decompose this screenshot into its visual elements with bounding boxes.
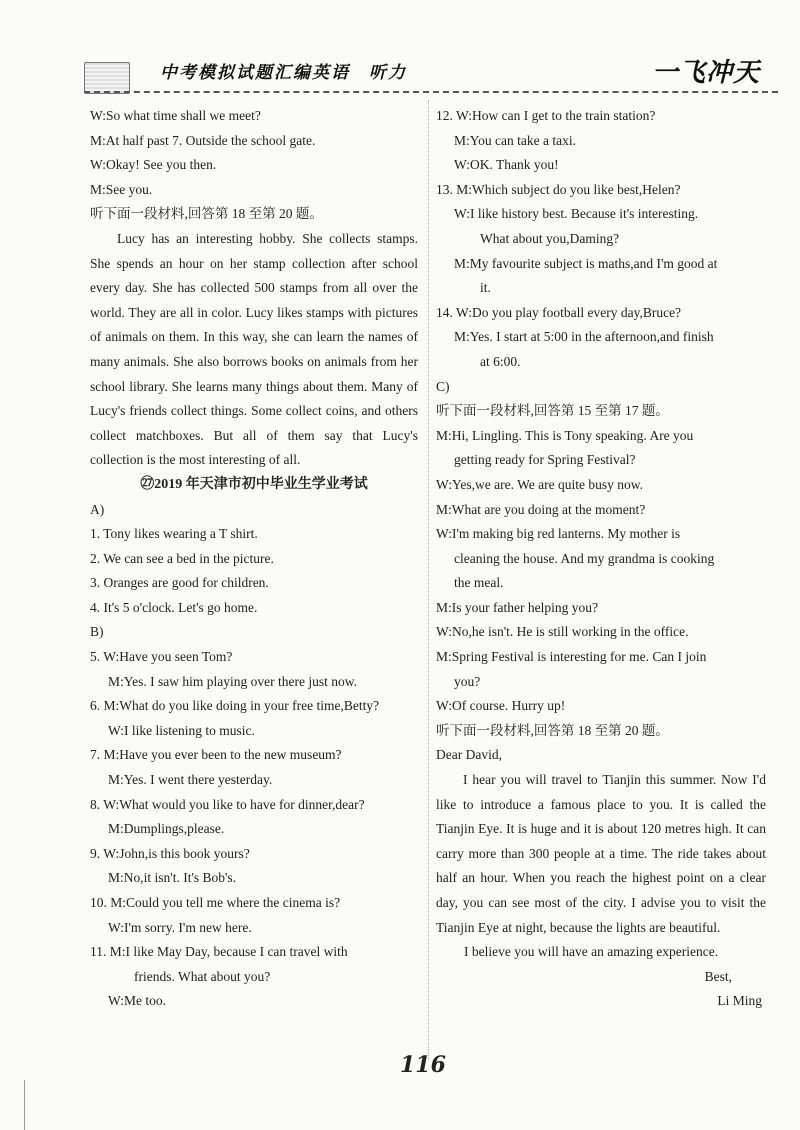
b-line: 11. M:I like May Day, because I can travel with [90,944,348,960]
page-number: 116 [400,1052,446,1078]
dialogue-line: M:Spring Festival is interesting for me. Can I join [436,649,707,665]
b-line: 7. M:Have you ever been to the new museum? [90,747,342,763]
dialogue-line: at 6:00. [480,353,521,369]
lucy-passage: Lucy has an interesting hobby. She collects stamps. She spends an hour on her stamp collection after school every day. She has collected 500 stamps from all over the world. They are all in color. Lucy likes stamps with pictures of animals on them. In this way, she can learn the names of many animals. She also borrows books on animals from her school library. She learns many things about them. Many of Lucy's friends collect things. Some collect coins, and others collect matchboxes. But all of them say that Lucy's collection is the most interesting of all. [90,230,418,468]
section-label: B) [90,624,104,640]
instruction-line: 听下面一段材料,回答第 15 至第 17 题。 [436,403,669,419]
b-line: W:Me too. [108,993,166,1009]
b-line: M:No,it isn't. It's Bob's. [108,870,237,886]
dialogue-line: W:I'm making big red lanterns. My mother is [436,526,681,542]
b-line: 5. W:Have you seen Tom? [90,649,233,665]
dialogue-line: M:You can take a taxi. [454,132,576,148]
dialogue-line: W:Of course. Hurry up! [436,698,566,714]
b-line: 10. M:Could you tell me where the cinema is? [90,895,341,910]
dialogue-line: W:Okay! See you then. [90,157,217,173]
right-column [436,104,766,1014]
instruction-line: 听下面一段材料,回答第 18 至第 20 题。 [90,206,323,222]
dialogue-line: M:Yes. I start at 5:00 in the afternoon,and finish [454,329,714,345]
letter-signature: Li Ming [717,993,762,1009]
letter-greeting: Dear David, [436,747,502,763]
exam-title: ㉗2019 年天津市初中毕业生学业考试 [140,476,368,492]
dialogue-line: W:OK. Thank you! [454,157,559,173]
letter-body: I hear you will travel to Tianjin this summer. Now I'd like to introduce a famous place to you. It is called the Tianjin Eye. It is huge and it is about 120 metres high. It can carry more than 300 people at a time. The ride takes about half an hour. When you reach the highest point on a clear day, you can see most of the city. I advise you to visit the Tianjin Eye at night, because the lights are beautiful. [436,772,766,935]
dialogue-line: W:I like history best. Because it's interesting. [454,206,699,222]
dialogue-line: it. [480,280,491,296]
dialogue-line: 14. W:Do you play football every day,Bruce? [436,304,682,320]
column-divider [428,100,429,1060]
dialogue-line: W:No,he isn't. He is still working in the office. [436,624,689,640]
dialogue-line: cleaning the house. And my grandma is cooking [454,550,715,566]
dialogue-line: the meal. [454,575,504,591]
dialogue-line: M:At half past 7. Outside the school gate. [90,132,316,148]
b-line: M:Dumplings,please. [108,821,225,837]
a-item: 1. Tony likes wearing a T shirt. [90,526,258,542]
b-line: W:I like listening to music. [108,722,255,738]
section-label: C) [436,378,450,394]
header-title: 中考模拟试题汇编英语 听力 [160,63,407,83]
letter-sign-off: Best, [704,968,732,984]
dialogue-line: What about you,Daming? [480,230,620,246]
a-item: 3. Oranges are good for children. [90,575,269,591]
dialogue-line: W:Yes,we are. We are quite busy now. [436,476,643,492]
dialogue-line: M:What are you doing at the moment? [436,501,646,517]
binding-edge-line [24,1080,25,1130]
a-item: 2. We can see a bed in the picture. [90,550,274,566]
left-column [90,104,418,1014]
section-label: A) [90,501,105,517]
b-line: friends. What about you? [134,968,271,984]
dialogue-line: W:So what time shall we meet? [90,108,261,123]
dialogue-line: getting ready for Spring Festival? [454,452,636,468]
b-line: 6. M:What do you like doing in your free time,Betty? [90,698,380,714]
letter-closing-line: I believe you will have an amazing experience. [464,944,719,960]
dialogue-line: M:Is your father helping you? [436,599,598,615]
b-line: 8. W:What would you like to have for dinner,dear? [90,796,365,812]
dialogue-line: 12. W:How can I get to the train station? [436,108,656,123]
dialogue-line: M:Hi, Lingling. This is Tony speaking. Are you [436,427,694,443]
b-line: 9. W:John,is this book yours? [90,845,250,861]
header-brand: 一飞冲天 [651,58,760,88]
b-line: W:I'm sorry. I'm new here. [108,919,252,935]
dialogue-line: M:See you. [90,181,153,197]
b-line: M:Yes. I went there yesterday. [108,772,273,788]
b-line: M:Yes. I saw him playing over there just now. [108,673,357,689]
a-item: 4. It's 5 o'clock. Let's go home. [90,599,258,615]
dialogue-line: M:My favourite subject is maths,and I'm good at [454,255,718,271]
header-logo [84,62,130,94]
instruction-line: 听下面一段材料,回答第 18 至第 20 题。 [436,722,669,738]
dialogue-line: you? [454,673,481,689]
dialogue-line: 13. M:Which subject do you like best,Helen? [436,181,681,197]
header-divider [84,91,778,93]
